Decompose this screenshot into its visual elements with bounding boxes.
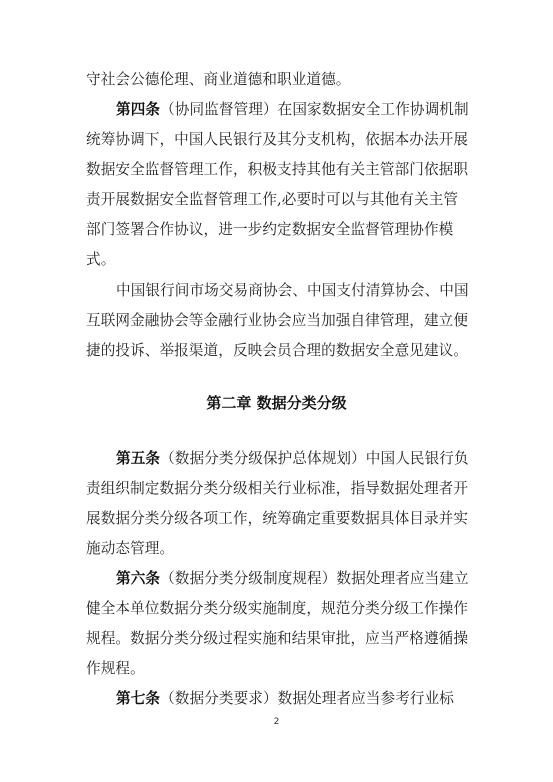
body-text-line: 规程。数据分类分级过程实施和结果审批，应当严格遵循操 (86, 630, 469, 647)
body-text-line: 施动态管理。 (86, 540, 175, 557)
article-7-line-1 (116, 689, 454, 709)
body-text-line: 捷的投诉、举报渠道，反映会员合理的数据安全意见建议。 (86, 342, 469, 359)
article-7-text: （数据分类要求）数据处理者应当参考行业标 (160, 690, 454, 707)
body-text-line: 统筹协调下，中国人民银行及其分支机构，依据本办法开展 (86, 131, 469, 148)
article-4-line-1 (116, 100, 469, 120)
article-5-text: （数据分类分级保护总体规划）中国人民银行负 (160, 450, 469, 467)
article-6-text: （数据分类分级制度规程）数据处理者应当建立 (160, 570, 469, 587)
body-text-line: 守社会公德伦理、商业道德和职业道德。 (86, 71, 351, 88)
body-text-line: 式。 (86, 251, 116, 268)
body-text-line: 部门签署合作协议，进一步约定数据安全监督管理协作模 (86, 221, 454, 238)
article-4-text: （协同监督管理）在国家数据安全工作协调机制 (160, 101, 469, 118)
body-text-line: 健全本单位数据分类分级实施制度，规范分类分级工作操作 (86, 600, 469, 617)
body-text-line: 作规程。 (86, 660, 145, 677)
body-text-line: 展数据分类分级各项工作，统筹确定重要数据具体目录并实 (86, 510, 469, 527)
body-text-line: 数据安全监督管理工作，积极支持其他有关主管部门依据职 (86, 161, 469, 178)
body-text-line: 责开展数据安全监督管理工作,必要时可以与其他有关主管 (86, 191, 459, 208)
body-text-line: 中国银行间市场交易商协会、中国支付清算协会、中国 (116, 282, 469, 299)
page-number: 2 (273, 717, 280, 727)
article-7-label: 第七条 (116, 690, 161, 707)
article-6-line-1 (116, 569, 469, 589)
body-text-line: 互联网金融协会等金融行业协会应当加强自律管理，建立便 (86, 312, 469, 329)
chapter-heading: 第二章 数据分类分级 (206, 394, 347, 412)
article-4-label: 第四条 (116, 101, 161, 118)
article-6-label: 第六条 (116, 570, 161, 587)
body-text-line: 责组织制定数据分类分级相关行业标准，指导数据处理者开 (86, 480, 469, 497)
article-5-label: 第五条 (116, 450, 161, 467)
article-5-line-1 (116, 449, 469, 469)
